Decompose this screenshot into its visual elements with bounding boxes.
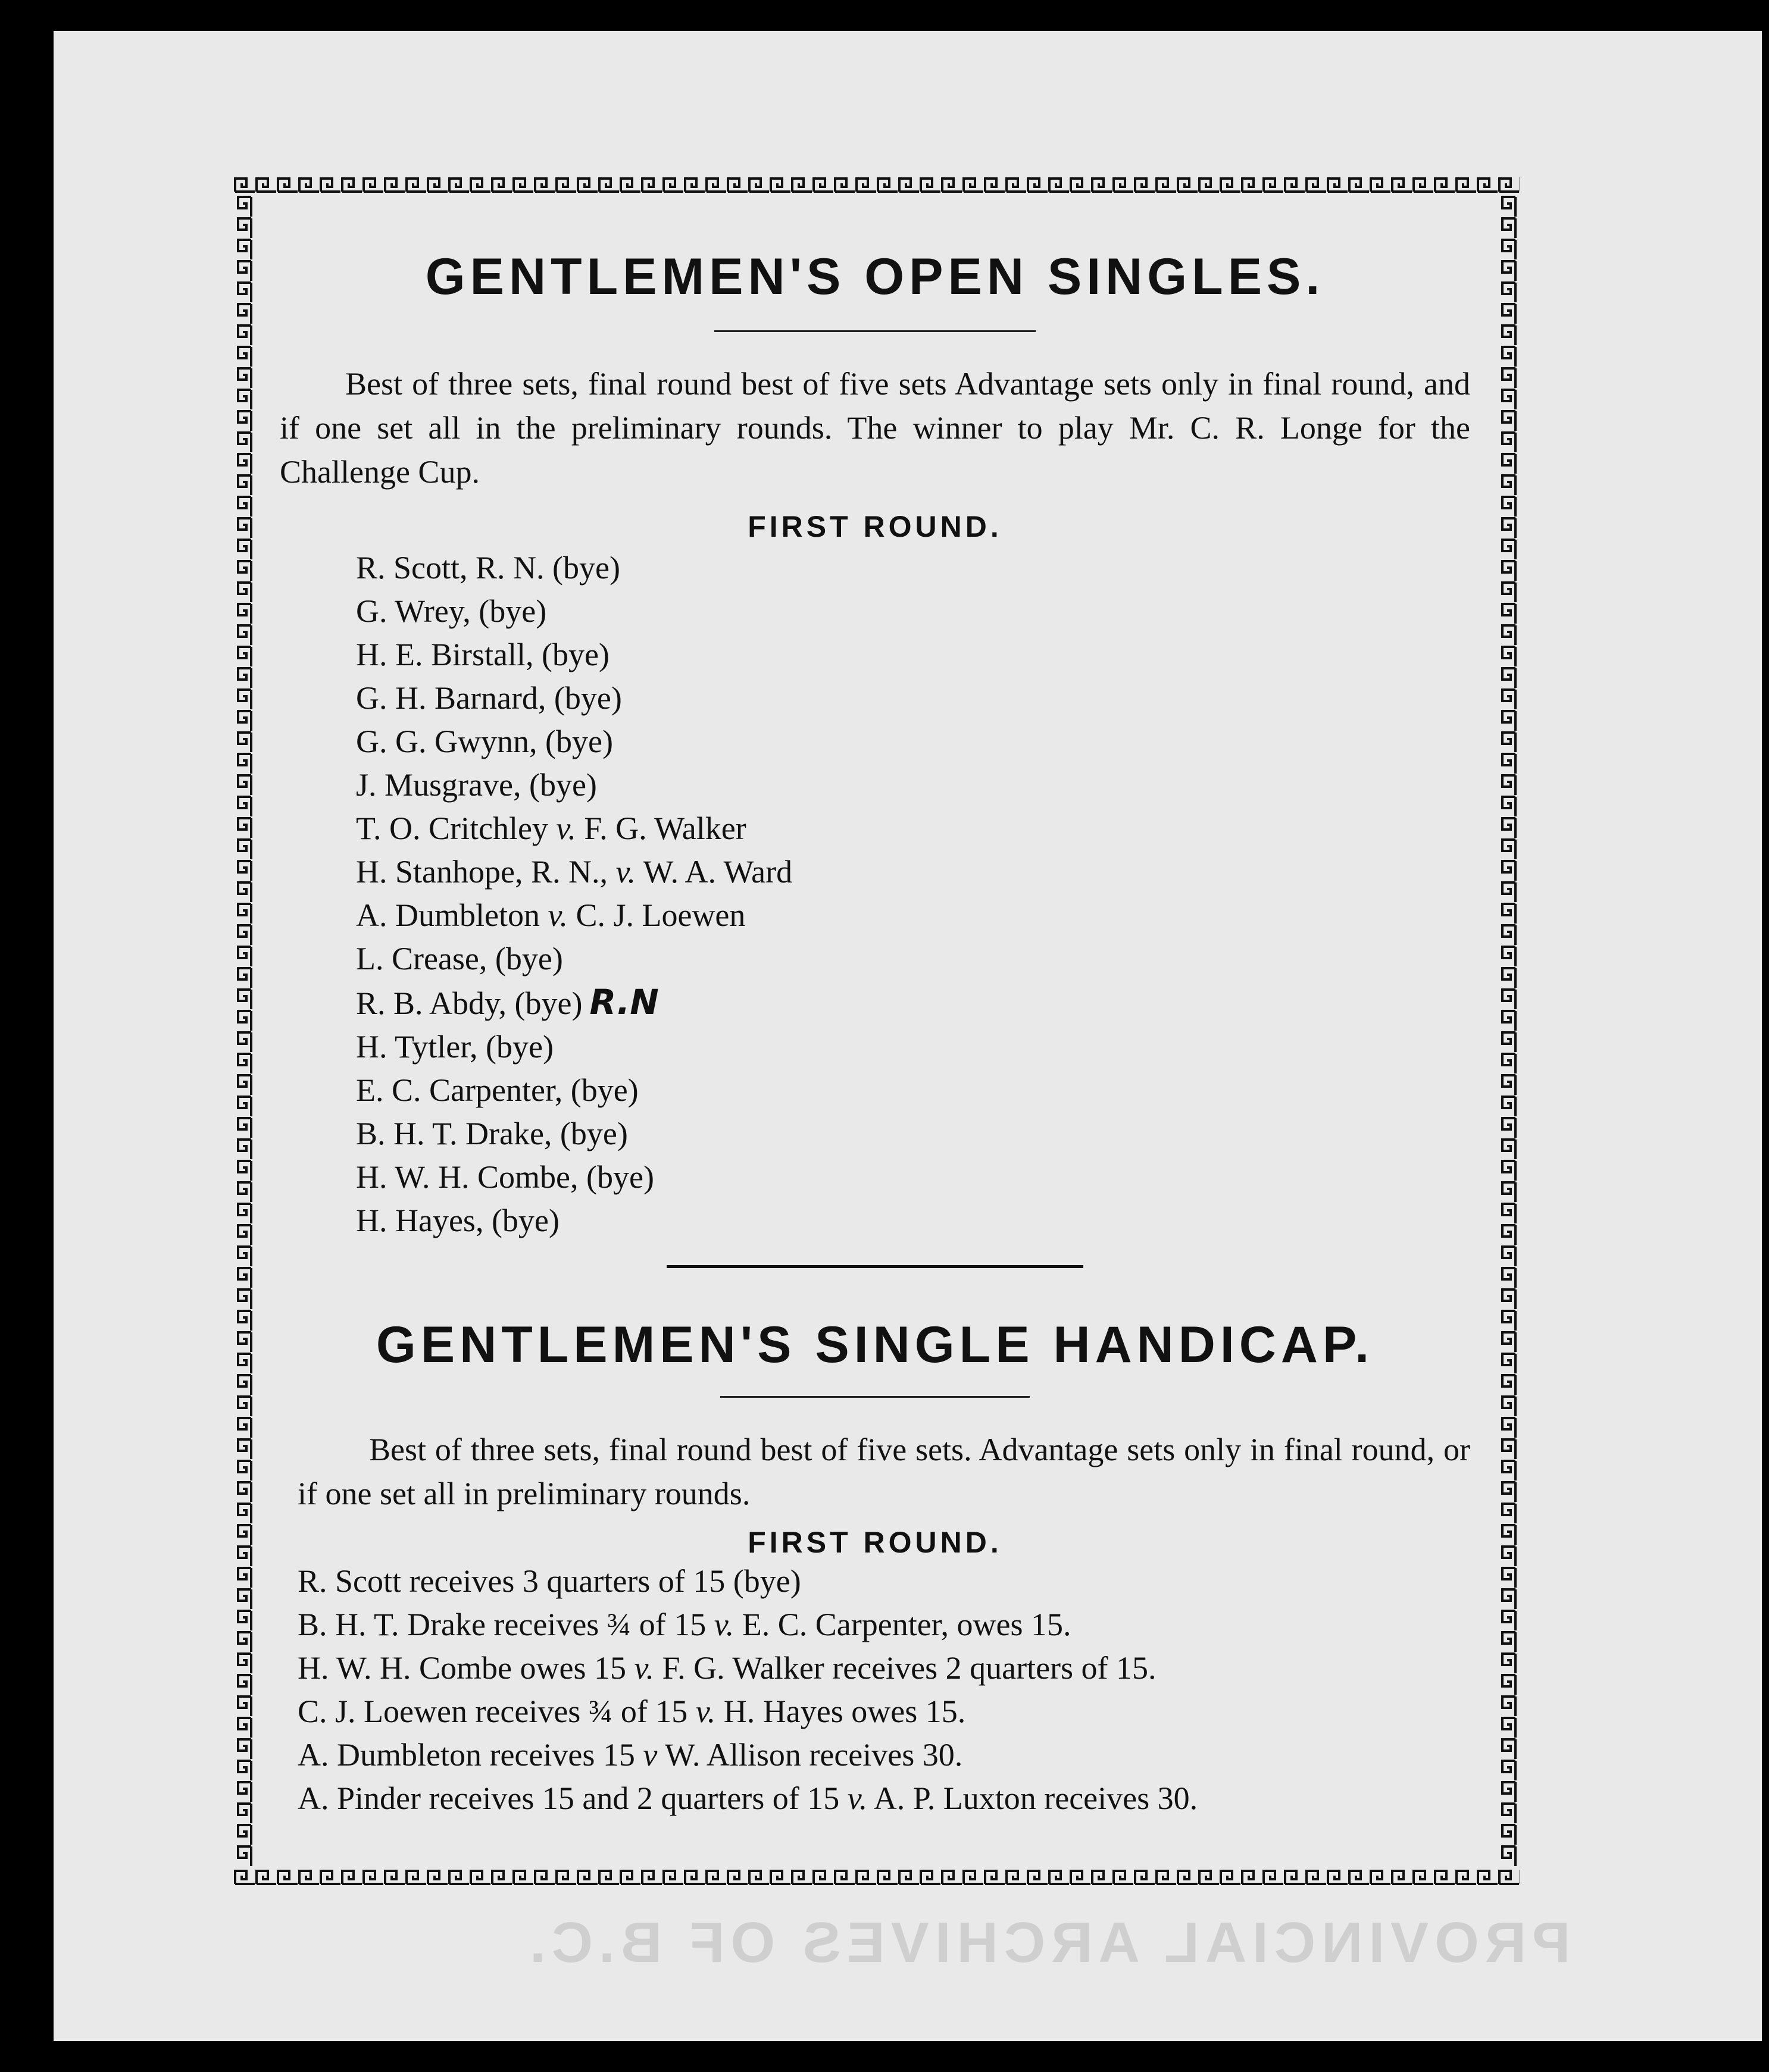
divider-short bbox=[720, 1396, 1030, 1398]
entry-text: R. Scott, R. N. (bye) bbox=[356, 550, 620, 586]
entry-row bbox=[356, 894, 1470, 937]
entry-text: R. Scott receives 3 quarters of 15 (bye) bbox=[298, 1563, 801, 1599]
divider-short bbox=[714, 330, 1036, 332]
entry-text: H. W. H. Combe, (bye) bbox=[356, 1159, 654, 1195]
entry-row bbox=[356, 850, 1470, 894]
entry-text: L. Crease, (bye) bbox=[356, 941, 563, 976]
entry-text: H. Stanhope, R. N., v. W. A. Ward bbox=[356, 854, 793, 890]
entry-row bbox=[356, 1112, 1470, 1156]
entry-text: E. C. Carpenter, (bye) bbox=[356, 1072, 639, 1108]
entry-row bbox=[356, 763, 1470, 807]
entry-row bbox=[298, 1560, 1470, 1603]
open-singles-section bbox=[280, 248, 1470, 1242]
program-content bbox=[280, 226, 1470, 1820]
single-handicap-round-label: FIRST ROUND. bbox=[748, 1526, 1002, 1559]
entry-text: H. E. Birstall, (bye) bbox=[356, 637, 610, 672]
entry-row bbox=[356, 1069, 1470, 1112]
entry-text: G. H. Barnard, (bye) bbox=[356, 680, 622, 716]
entry-text: R. B. Abdy, (bye) bbox=[356, 985, 583, 1021]
entry-row bbox=[356, 546, 1470, 590]
single-handicap-description: Best of three sets, final round best of five sets. Advantage sets only in final round, or if one set all in preliminary rounds. bbox=[298, 1432, 1470, 1511]
entry-text: B. H. T. Drake receives ¾ of 15 v. E. C. Carpenter, owes 15. bbox=[298, 1607, 1071, 1642]
entry-row bbox=[356, 1156, 1470, 1199]
entry-text: G. G. Gwynn, (bye) bbox=[356, 724, 613, 759]
entry-text: C. J. Loewen receives ¾ of 15 v. H. Hayes owes 15. bbox=[298, 1694, 966, 1729]
entry-text: A. Dumbleton v. C. J. Loewen bbox=[356, 897, 746, 933]
entry-text: G. Wrey, (bye) bbox=[356, 593, 547, 629]
open-singles-description: Best of three sets, final round best of five sets Advantage sets only in final round, and if one set all in the preliminary rounds. The winner to play Mr. C. R. Longe for the Challenge Cup. bbox=[280, 366, 1470, 490]
entry-row bbox=[298, 1777, 1470, 1820]
open-singles-round-label: FIRST ROUND. bbox=[748, 510, 1002, 543]
entry-text: H. W. H. Combe owes 15 v. F. G. Walker receives 2 quarters of 15. bbox=[298, 1650, 1157, 1686]
entry-text: H. Tytler, (bye) bbox=[356, 1029, 554, 1065]
entry-text: T. O. Critchley v. F. G. Walker bbox=[356, 810, 746, 846]
entry-row bbox=[356, 720, 1470, 763]
single-handicap-section bbox=[280, 1316, 1470, 1820]
entry-row bbox=[298, 1690, 1470, 1733]
handwritten-note: R.N bbox=[589, 982, 659, 1022]
entry-row bbox=[356, 1199, 1470, 1242]
entry-text: J. Musgrave, (bye) bbox=[356, 767, 597, 803]
single-handicap-entries bbox=[298, 1560, 1470, 1820]
entry-row bbox=[298, 1733, 1470, 1777]
entry-row bbox=[356, 937, 1470, 981]
entry-row bbox=[356, 1025, 1470, 1069]
entry-text: A. Pinder receives 15 and 2 quarters of 15 v. A. P. Luxton receives 30. bbox=[298, 1780, 1198, 1816]
entry-row bbox=[356, 633, 1470, 677]
entry-row bbox=[298, 1603, 1470, 1647]
entry-row bbox=[298, 1647, 1470, 1690]
open-singles-entries bbox=[356, 546, 1470, 1242]
entry-row bbox=[356, 981, 1470, 1025]
bleed-through-stamp: PROVINCIAL ARCHIVES OF B.C. bbox=[524, 1911, 1571, 1974]
entry-text: H. Hayes, (bye) bbox=[356, 1203, 560, 1238]
open-singles-title: GENTLEMEN'S OPEN SINGLES. bbox=[425, 248, 1325, 305]
single-handicap-title: GENTLEMEN'S SINGLE HANDICAP. bbox=[376, 1316, 1374, 1373]
entry-text: A. Dumbleton receives 15 v W. Allison receives 30. bbox=[298, 1737, 963, 1773]
entry-row bbox=[356, 807, 1470, 850]
entry-row bbox=[356, 677, 1470, 720]
section-divider bbox=[667, 1265, 1083, 1268]
entry-row bbox=[356, 590, 1470, 633]
entry-text: B. H. T. Drake, (bye) bbox=[356, 1116, 628, 1151]
